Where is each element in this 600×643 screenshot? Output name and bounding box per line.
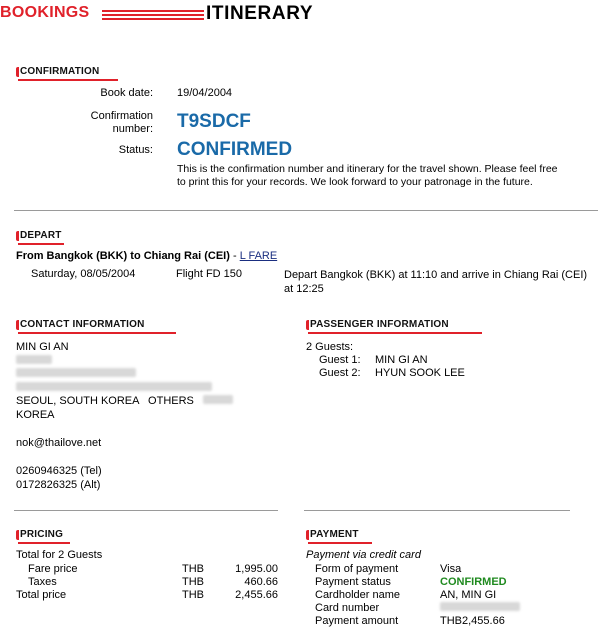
table-row	[16, 563, 278, 576]
contact-name: MIN GI AN	[16, 341, 69, 353]
payment-value: AN, MIN GI	[440, 589, 497, 601]
contact-tel: 0260946325 (Tel)	[16, 465, 102, 477]
price-currency: THB	[182, 563, 204, 575]
redacted-card-number	[440, 602, 520, 611]
redacted-text	[203, 395, 233, 404]
confirmation-number: T9SDCF	[177, 111, 251, 132]
payment-label: Card number	[315, 602, 380, 614]
table-row	[16, 589, 278, 602]
payment-status-value: CONFIRMED	[440, 576, 507, 588]
header-stripes	[102, 10, 204, 24]
confirmation-heading: CONFIRMATION	[16, 66, 99, 78]
redacted-text	[16, 382, 212, 391]
depart-date: Saturday, 08/05/2004	[31, 268, 136, 280]
guest-label: Guest 2:	[319, 367, 361, 379]
price-currency: THB	[182, 576, 204, 588]
redacted-text	[16, 368, 136, 377]
payment-value: THB2,455.66	[440, 615, 505, 627]
flight-details: Depart Bangkok (BKK) at 11:10 and arrive in Chiang Rai (CEI) at 12:25	[284, 269, 588, 295]
payment-label: Form of payment	[315, 563, 399, 575]
confirmation-number-label: Confirmation number:	[90, 110, 153, 135]
section-marker-icon	[16, 231, 19, 241]
pricing-total-guests: Total for 2 Guests	[16, 549, 103, 561]
divider	[304, 510, 570, 511]
passenger-heading: PASSENGER INFORMATION	[306, 319, 449, 331]
guest-name: HYUN SOOK LEE	[375, 367, 465, 379]
contact-others: OTHERS	[148, 395, 194, 407]
guest-label: Guest 1:	[319, 354, 361, 366]
contact-country: KOREA	[16, 408, 55, 421]
divider	[14, 510, 278, 511]
bookings-title: BOOKINGS	[0, 4, 90, 21]
price-amount: 460.66	[244, 576, 278, 588]
fare-link[interactable]: L FARE	[239, 250, 278, 262]
table-row	[315, 576, 520, 589]
contact-heading: CONTACT INFORMATION	[16, 319, 145, 331]
section-marker-icon	[306, 530, 309, 540]
flight-number: Flight FD 150	[176, 268, 243, 280]
price-label: Fare price	[28, 563, 78, 575]
redacted-text	[16, 355, 52, 364]
contact-email: nok@thailove.net	[16, 437, 102, 449]
section-marker-icon	[16, 67, 19, 77]
total-price-amount: 2,455.66	[235, 589, 278, 601]
list-item	[319, 354, 465, 367]
guest-name: MIN GI AN	[375, 354, 428, 366]
section-marker-icon	[16, 530, 19, 540]
confirmation-note: This is the confirmation number and itinerary for the travel shown. Please feel free to print this for your records. We look forward to your patronage in the future.	[177, 163, 558, 188]
table-row	[315, 563, 520, 576]
table-row	[16, 576, 278, 589]
payment-label: Payment amount	[315, 615, 399, 627]
depart-heading: DEPART	[16, 230, 62, 242]
table-row	[315, 602, 520, 615]
payment-table	[315, 563, 520, 628]
payment-label: Cardholder name	[315, 589, 400, 601]
contact-phones	[16, 464, 102, 492]
status-label: Status:	[118, 144, 153, 156]
pricing-heading: PRICING	[16, 529, 63, 541]
payment-heading: PAYMENT	[306, 529, 359, 541]
total-price-currency: THB	[182, 589, 204, 601]
guest-list	[319, 354, 465, 380]
payment-value: Visa	[440, 563, 462, 575]
guest-count: 2 Guests:	[306, 341, 354, 353]
book-date-value: 19/04/2004	[177, 87, 233, 99]
table-row	[315, 589, 520, 602]
total-price-label: Total price	[16, 589, 67, 601]
divider	[14, 210, 598, 211]
payment-label: Payment status	[315, 576, 391, 588]
pricing-table	[16, 563, 278, 602]
contact-alt: 0172826325 (Alt)	[16, 479, 101, 491]
price-label: Taxes	[28, 576, 57, 588]
payment-via: Payment via credit card	[306, 549, 421, 561]
itinerary-title: ITINERARY	[206, 3, 314, 24]
contact-block	[16, 341, 233, 422]
depart-route: From Bangkok (BKK) to Chiang Rai (CEI) - L FARE	[16, 250, 278, 262]
status-value: CONFIRMED	[177, 139, 293, 160]
table-row	[315, 615, 520, 628]
section-marker-icon	[306, 320, 309, 330]
book-date-label: Book date:	[100, 87, 153, 99]
price-amount: 1,995.00	[235, 563, 278, 575]
section-marker-icon	[16, 320, 19, 330]
list-item	[319, 367, 465, 380]
contact-city: SEOUL, SOUTH KOREA	[16, 395, 139, 407]
